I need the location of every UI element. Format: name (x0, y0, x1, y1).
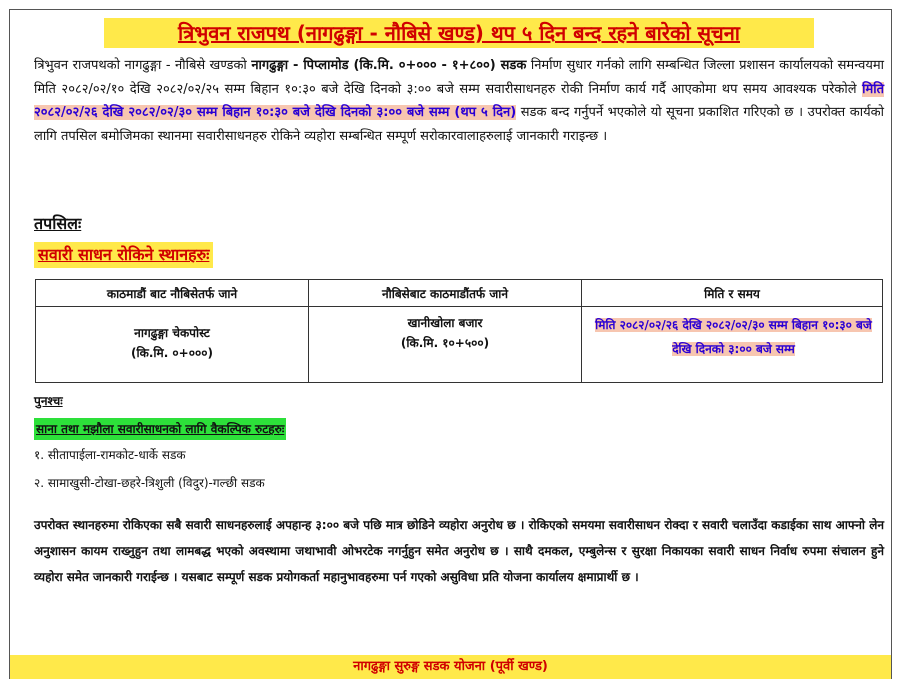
intro-text-1: त्रिभुवन राजपथको नागढुङ्गा - नौबिसे खण्डको (34, 58, 252, 73)
header-ktm-to-naubise: काठमाडौं बाट नौबिसेतर्फ जाने (36, 280, 309, 307)
cell-khanikhola-bazar (309, 307, 582, 383)
alt-routes-heading: साना तथा मझौला सवारीसाधनको लागि वैकल्पिक रुटहरुः (34, 418, 286, 440)
list-item: २. सामाखुसी-टोखा-छहरे-त्रिशुली (विदुर)-गल्छी सडक (34, 476, 265, 490)
cell-c1-line1: नागढुङ्गा चेकपोस्ट (134, 326, 210, 340)
cell-c2-line1: खानीखोला बजार (407, 316, 483, 330)
intro-paragraph (34, 54, 884, 148)
stations-heading: सवारी साधन रोकिने स्थानहरुः (34, 242, 213, 268)
table-row (36, 307, 883, 383)
intro-road-section: नागढुङ्गा - पिप्लामोड (कि.मि. ०+००० - १+८००) सडक (251, 58, 527, 73)
closing-paragraph: उपरोक्त स्थानहरुमा रोकिएका सबै सवारी साधनहरुलाई अपहान्ह ३:०० बजे पछि मात्र छोडिने व्यहोरा अनुरोध छ । रोकिएको समयमा सवारीसाधन रोक्दा र सवारी चलाउँदा कडाईका साथ आफ्नो लेन अनुशासन कायम राख्नुहुन तथा लामबद्ध भएको अवस्थामा जथाभावी ओभरटेक नगर्नुहुन समेत अनुरोध छ । साथै दमकल, एम्बुलेन्स र सुरक्षा निकायका सवारी साधन निर्वाध रुपमा संचालन हुने व्यहोरा समेत जानकारी गराईन्छ । यसबाट सम्पूर्ण सडक प्रयोगकर्ता महानुभावहरुमा पर्न गएको असुविधा प्रति योजना कार्यालय क्षमाप्रार्थी छ । (34, 518, 884, 584)
header-naubise-to-ktm: नौबिसेबाट काठमाडौंतर्फ जाने (309, 280, 582, 307)
intro-closure-dates: मिति २०८२/०२/२६ देखि २०८२/०२/३० सम्म बिहान १०:३० बजे देखि दिनको ३:०० बजे सम्म (थप ५ दिन) (34, 81, 884, 120)
puna-heading: पुनश्चः (34, 394, 63, 408)
cell-date-time (582, 307, 883, 383)
cell-date-time-text: मिति २०८२/०२/२६ देखि २०८२/०२/३० सम्म बिहान १०:३० बजे देखि दिनको ३:०० बजे सम्म (595, 318, 872, 356)
cell-naagdhunga-checkpost (36, 307, 309, 383)
footer-office-name: नागढुङ्गा सुरुङ्ग सडक योजना (पूर्वी खण्ड) (10, 655, 891, 679)
intro-text-3: सडक बन्द गर्नुपर्ने भएकोले यो सूचना प्रकाशित गरिएको छ । उपरोक्त कार्यको लागि तपसिल बमोजिमका स्थानमा सवारीसाधनहरु रोकिने व्यहोरा सम्बन्धित सम्पूर्ण सरोकारवालाहरुलाई जानकारी गराइन्छ । (34, 105, 884, 144)
list-item: १. सीतापाईला-रामकोट-धार्के सडक (34, 448, 186, 462)
table-header-row (36, 280, 883, 307)
cell-c2-line2: (कि.मि. १०+५००) (400, 336, 490, 350)
stop-places-table (35, 279, 883, 383)
tapasil-heading: तपसिलः (34, 214, 82, 233)
cell-c1-line2: (कि.मि. ०+०००) (131, 346, 213, 360)
notice-title: त्रिभुवन राजपथ (नागढुङ्गा - नौबिसे खण्ड) थप ५ दिन बन्द रहने बारेको सूचना (104, 18, 814, 48)
header-date-time: मिति र समय (582, 280, 883, 307)
intro-text-2: निर्माण सुधार गर्नको लागि सम्बन्धित जिल्ला प्रशासन कार्यालयको समन्वयमा मिति २०८२/०२/१० देखि २०८२/०२/२५ सम्म बिहान १०:३० बजे देखि दिनको ३:०० बजे सम्म सवारीसाधनहरु रोकी निर्माण कार्य गर्दै आएकोमा थप समय आवश्यक परेकोले (34, 58, 885, 97)
